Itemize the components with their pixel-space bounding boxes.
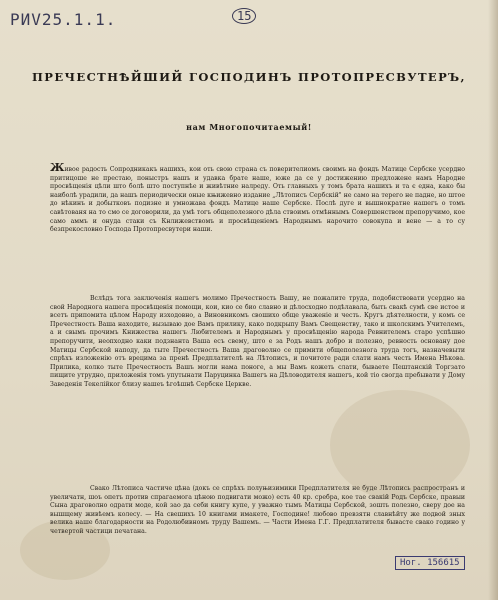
- folio-number: 15: [232, 8, 256, 24]
- paragraph-1-text: ивое радость Сопродникакъ нашихъ, кои оть свою страна съ поверителиомъ своимъ на фондъ Матице Сербске усердно притицоше не престаю, поныстръ нашъ и удавка брате наше, юже да се у достижению предложене намъ Народне просвѣщенія цѣли што болѣ што поступнѣе и живѣтние налреду. Оть главныхъ у томъ брата нашихъ и та є една, како бы наиболѣ урадили, да нашъ периодически оные књижевно издание „Лѣтописъ Сербскій" не само на терего не падне, но штое до нѣкинъ и добытковъ подизне и умножава фондъ Матице наше Сербске. Послѣ дуге и вышнократне нашегъ о томъ савѣтованя на то смо се договорили, да умѣ тогъ общеполезного дѣла ствоимъ отмѣннымъ Совершенством препоручимо, кое само аммъ и онуда стаки съ Кнлижевствомъ и просвѣщеніемъ Народнымъ нарочито совокупа и вене — а то су безпрекословно Господа Протопресвутери наши.: [50, 166, 465, 234]
- paragraph-3: Свако Лѣтописа частиче цѣна (докъ се спрѣхъ полуњизимики Предплатителя не буде Лѣтопись распространъ и увеличатн, шоъ опетъ против спрагаемога цѣною подвигати можо) есть 40 кр. сребра, кое тае свакій Родъ Сербске, правыи Сына драговолно одрати моде, кой зао да себи книгу купе, у уважно тымъ Матицы Сербской, зошть полезно, сверу дое на вышщему живѣемъ колесу. — На свешихъ 10 книгами имакете, Господине! любово превзятн славнѣйту же подвой зных велика наше благодарности на Родолюбивномъ труду Вашемъ. — Части Имена Г.Г. Предплатителя бывасте свако годино у четвертой частици печатана.: [50, 485, 465, 535]
- inventory-stamp: Ног. 156615: [395, 556, 465, 570]
- drop-capital: Ж: [50, 161, 65, 174]
- salutation: нам Многопочитаемый!: [186, 122, 312, 132]
- page-edge-shadow: [488, 0, 498, 600]
- document-title: ПРЕЧЕСТНѢЙШИЙ ГОСПОДИНЪ ПРОТОПРЕСВУТЕРЪ,: [32, 70, 466, 84]
- paragraph-1: [50, 161, 465, 235]
- paragraph-2: Вслѣдъ тога заключенія нашегъ молимо Пречестность Вашу, не пожалите труда, подобиствовати усердно на свой Народнога нашега просвѣщенія помощи, кои, кио се био славно и дѣлосходно подѣлавала, быть свакѣ сумѣ све истое и всетъ припомита цѣлом Народу изходовно, а Виновникомъ свошихо обще уваженіе и честь. Кругъ дѣятелности, у комъ се Пречестность Ваша находите, вызываю дое Вамъ прилику, како подкрыпу Вамъ Свещенству, тако и школскимъ Учителемъ, а и свымъ прочимъ Книжества нашегъ Любителемъ и Народнымъ у просвѣщенію народа Ревнителемъ старо успѣшно препоручити, неопходно каки подзнанта Ваша есъ свему, што е за Родъ нашъ добро и полезно, ревность основану дое Матицы Сербской наподу, да тыте Пречестность Ваша драговолно се примити общеполезнога труда тогъ, назначевыти спрѣхъ изложенію отъ врецима за пренѣ Предплатителѣ на Лѣтописъ, и почитоте ради слати намъ честь Имена Нѣкова. Прилика, колко тыте Пречестность Вашъ могли нама поноге, а мы Вамъ кожеть слати, бываете Пештанскій Торгзато пищите утрудно, приложенія томъ упутынати Паруцинка Вашегъ на Дѣловодителя нашегъ, кой тіо свогда пребывати у Дому Заведенія Текелійког близу нашеъ ѣгоѣшнѣ Сербске Церкве.: [50, 295, 465, 388]
- archive-signature: РИV25.1.1.: [10, 10, 117, 29]
- paper-stain: [330, 390, 470, 500]
